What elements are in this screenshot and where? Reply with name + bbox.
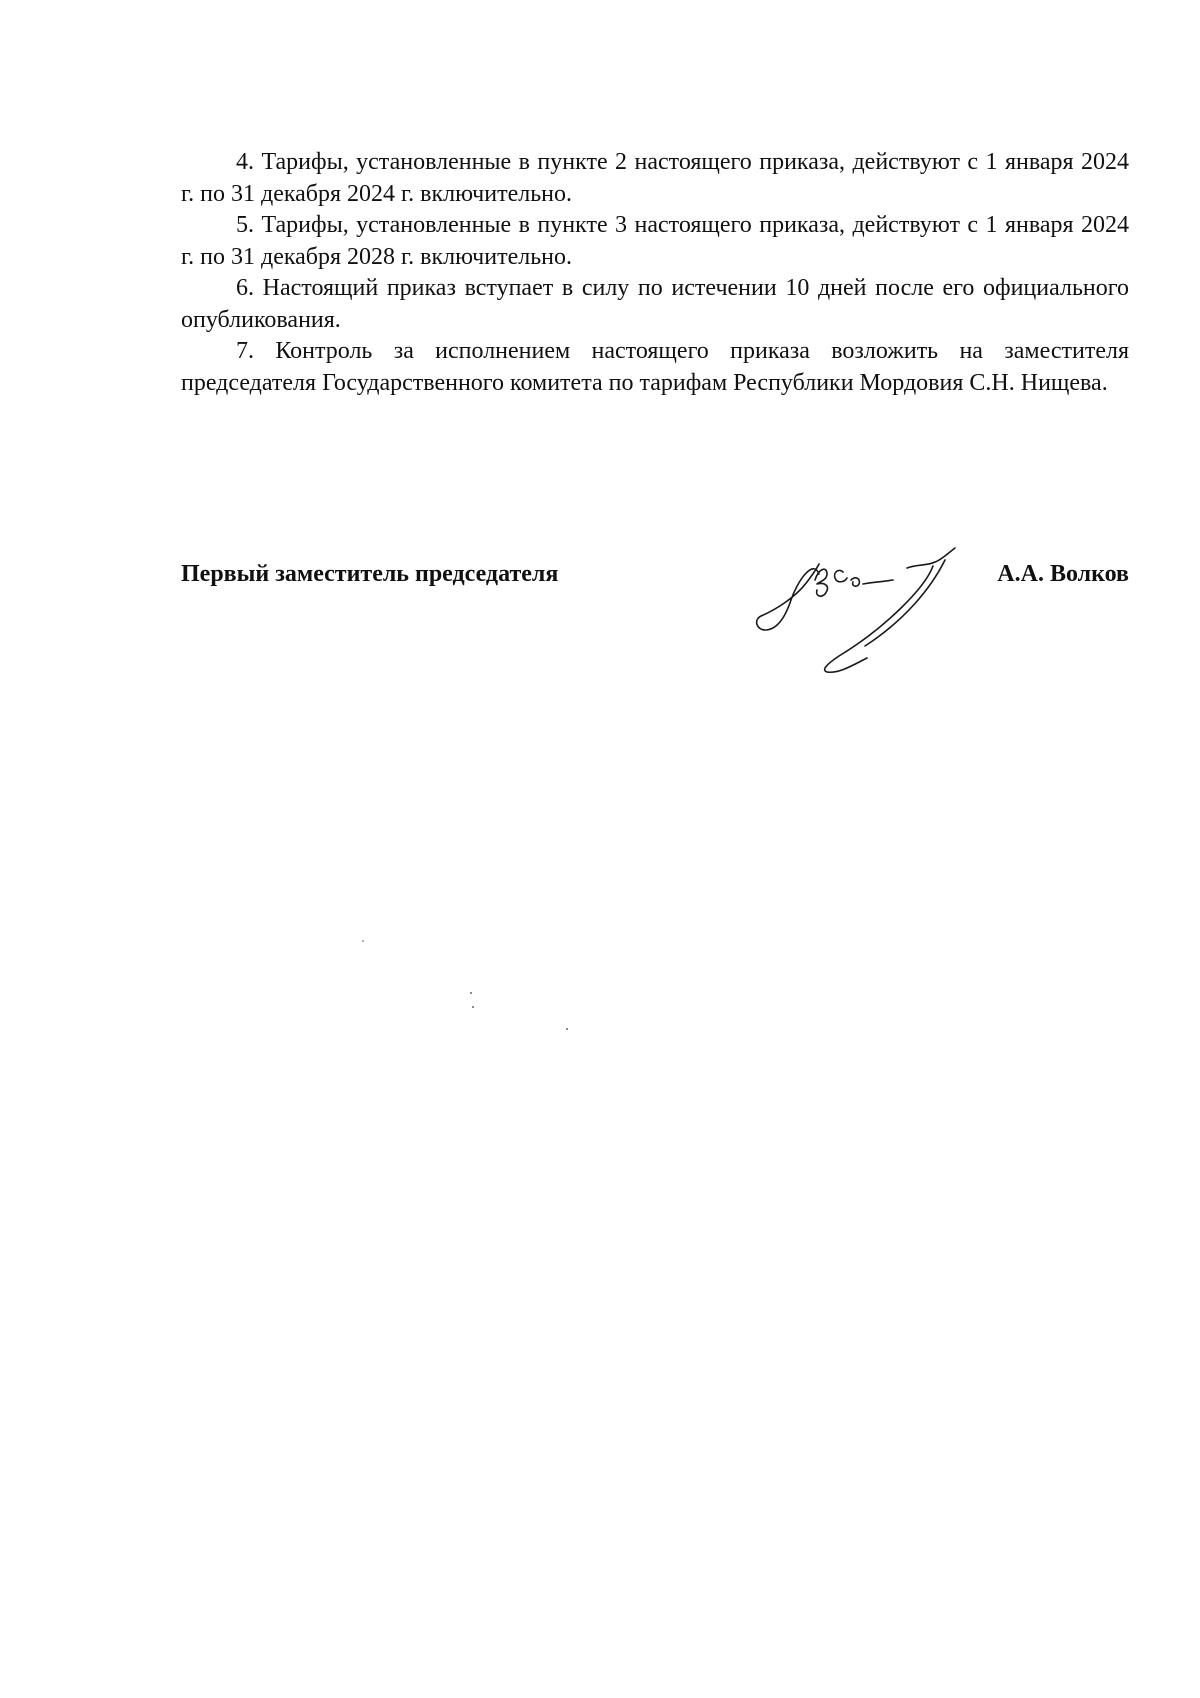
signer-position: Первый заместитель председателя — [181, 561, 559, 587]
paragraph-4: 4. Тарифы, установленные в пункте 2 настоящего приказа, действуют с 1 января 2024 г. по 31 декабря 2024 г. включительно. — [181, 149, 1129, 207]
document-body — [181, 147, 1129, 399]
signer-name: А.А. Волков — [997, 561, 1129, 587]
scan-speck — [470, 992, 472, 994]
paragraph-5: 5. Тарифы, установленные в пункте 3 настоящего приказа, действуют с 1 января 2024 г. по 31 декабря 2028 г. включительно. — [181, 212, 1129, 270]
paragraph-6: 6. Настоящий приказ вступает в силу по истечении 10 дней после его официального опубликования. — [181, 275, 1129, 333]
handwritten-signature — [755, 538, 1015, 688]
paragraph-7: 7. Контроль за исполнением настоящего приказа возложить на заместителя председателя Государственного комитета по тарифам Республики Мордовия С.Н. Нищева. — [181, 338, 1129, 396]
scan-speck — [472, 1006, 474, 1008]
scan-speck — [566, 1028, 568, 1030]
scan-speck — [362, 940, 364, 942]
